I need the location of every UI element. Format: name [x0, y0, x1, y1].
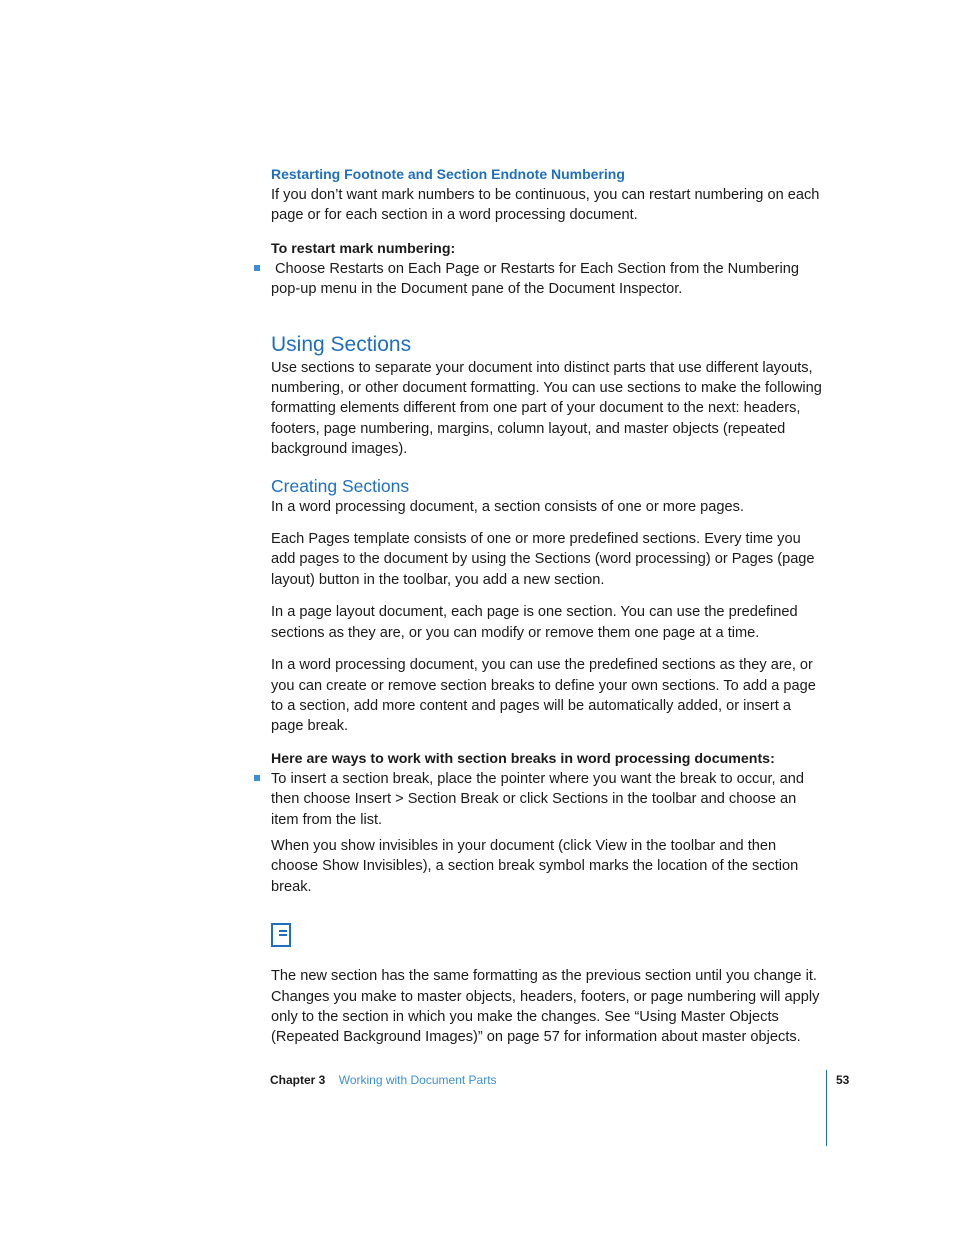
footer-divider [826, 1070, 827, 1146]
page-content [271, 160, 827, 1048]
footer-page-number: 53 [836, 1073, 850, 1087]
page-footer [270, 1072, 850, 1088]
creating-sections-heading: Creating Sections [271, 475, 410, 496]
creating-paragraph-2: Each Pages template consists of one or more predefined sections. Every time you add pages to the document by using the Sections (word processing) or Pages (page layout) button in the toolbar, you add a new section. [271, 531, 815, 588]
creating-paragraph-3: In a page layout document, each page is one section. You can use the predefined sections as they are, or you can modify or remove them one page at a time. [271, 604, 798, 641]
bullet-square-icon [254, 775, 260, 781]
ways-bullet-item [271, 769, 827, 830]
creating-paragraph-4: In a word processing document, you can use the predefined sections as they are, or you can create or remove section breaks to define your own sections. To add a page to a section, add more content and pages will be automatically added, or insert a page break. [271, 657, 816, 735]
bullet-square-icon [254, 265, 260, 271]
ways-lead: Here are ways to work with section breaks in word processing documents: [271, 750, 775, 767]
restart-bullet-item [271, 259, 827, 300]
section-break-icon [271, 923, 291, 947]
using-sections-paragraph: Use sections to separate your document into distinct parts that use different layouts, numbering, or other document formatting. You can use sections to make the following formatting elements different from one part of your document to the next: headers, footers, page numbering, margins, column layout, and master objects (repeated background images). [271, 359, 822, 458]
creating-paragraph-1: In a word processing document, a section consists of one or more pages. [271, 498, 744, 515]
footer-chapter-title: Working with Document Parts [338, 1073, 497, 1087]
restart-paragraph: If you don’t want mark numbers to be continuous, you can restart numbering on each page or for each section in a word processing document. [271, 187, 820, 224]
footer-chapter: Chapter 3 [270, 1073, 326, 1087]
using-sections-heading: Using Sections [271, 332, 412, 356]
restart-lead: To restart mark numbering: [271, 240, 456, 257]
restart-bullet-text: Choose Restarts on Each Page or Restarts for Each Section from the Numbering pop-up menu in the Document pane of the Document Inspector. [271, 260, 800, 298]
final-paragraph: The new section has the same formatting as the previous section until you change it. Changes you make to master objects, headers, footers, or page numbering will apply only to the section in which you make the changes. See “Using Master Objects (Repeated Background Images)” on page 57 for information about master objects. [271, 968, 820, 1046]
ways-bullet-text: To insert a section break, place the pointer where you want the break to occur, and then choose Insert > Section Break or click Sections in the toolbar and choose an item from the list. [271, 770, 804, 828]
restart-heading: Restarting Footnote and Section Endnote Numbering [271, 166, 625, 182]
invisibles-paragraph: When you show invisibles in your document (click View in the toolbar and then choose Show Invisibles), a section break symbol marks the location of the section break. [271, 837, 799, 895]
